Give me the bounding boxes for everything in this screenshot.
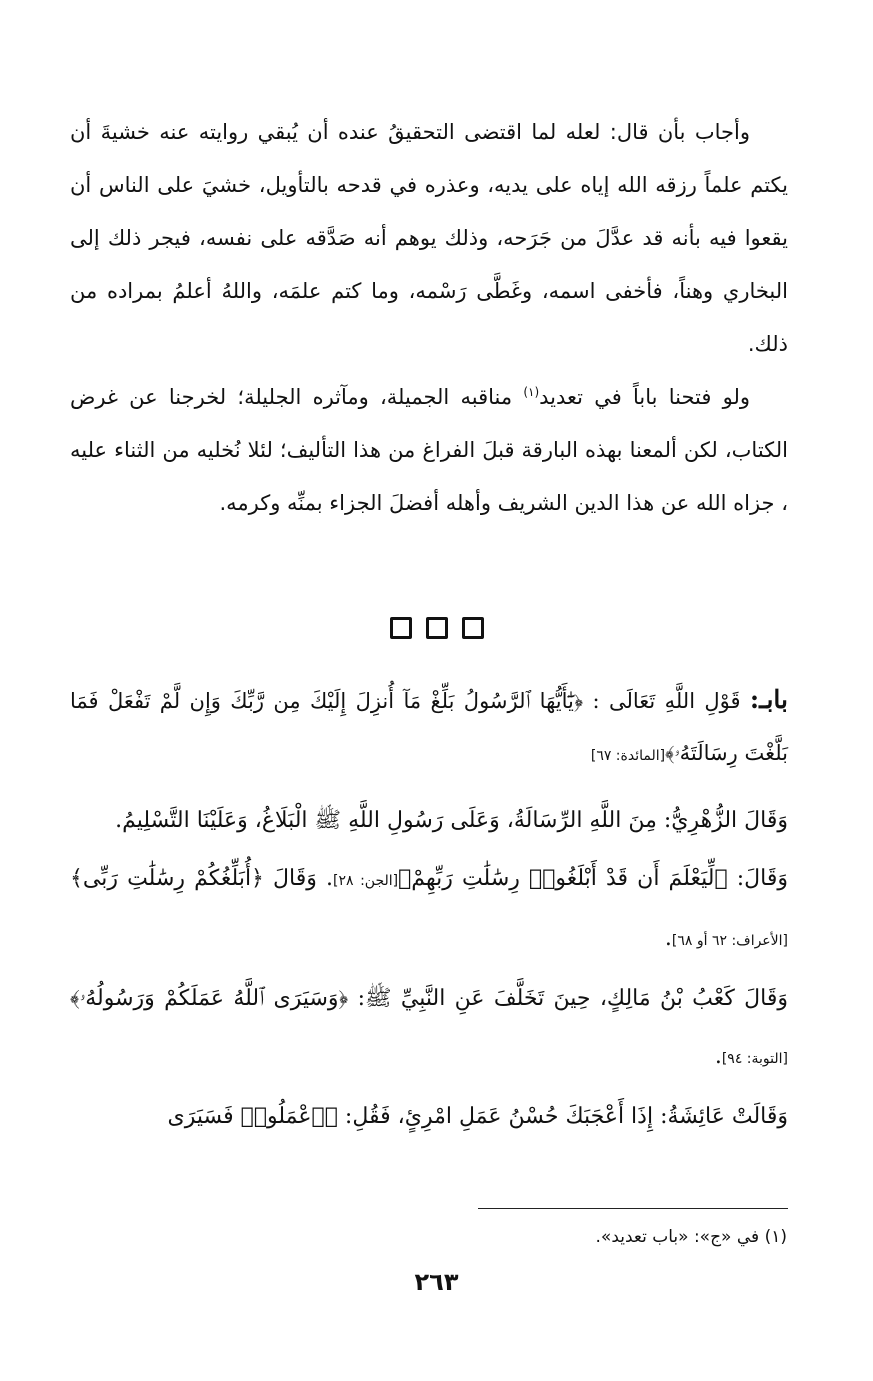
paragraph-virtues	[70, 371, 788, 530]
paragraph-virtues-rest: مناقبه الجميلة، ومآثره الجليلة؛ لخرجنا عن غرض الكتاب، لكن ألمعنا بهذه البارقة قبلَ الفراغ من هذا التأليف؛ لئلا نُخليه من الثناء عليه ، جزاه الله عن هذا الدين الشريف وأهله أفضلَ الجزاء بمنِّه وكرمه.	[70, 385, 788, 515]
saying-connector: . وَقَالَ	[263, 866, 333, 891]
section-separator	[0, 617, 873, 643]
footnote-divider	[478, 1208, 788, 1209]
separator-square-icon	[462, 617, 484, 639]
verse-reference: [الأعراف: ٦٢ أو ٦٨]	[671, 933, 788, 949]
page-number: ٢٦٣	[414, 1268, 459, 1296]
quran-verse: ﴿ٱعْمَلُوا۟ فَسَيَرَى	[167, 1104, 338, 1129]
footnote	[596, 1224, 787, 1250]
footnote-marker: (١)	[523, 385, 540, 399]
separator-square-icon	[390, 617, 412, 639]
saying-kaab	[70, 970, 788, 1088]
quran-verse: ﴿وَسَيَرَى ٱللَّهُ عَمَلَكُمْ وَرَسُولُهُۥ﴾	[70, 986, 349, 1011]
chapter-block	[70, 674, 788, 782]
body-text	[70, 106, 788, 530]
quran-verse: ﴿أُبَلِّغُكُمْ رِسَٰلَٰتِ رَبِّى﴾	[70, 866, 264, 891]
paragraph-virtues-start: ولو فتحنا باباً في تعديد	[539, 385, 750, 409]
separator-square-icon	[426, 617, 448, 639]
saying-verses	[70, 850, 788, 970]
verse-reference: [المائدة: ٦٧]	[590, 748, 666, 764]
paragraph-answer: وأجاب بأن قال: لعله لما اقتضى التحقيقُ عنده أن يُبقي روايته عنه خشيةَ أن يكتم علماً رزقه الله إياه على يديه، وعذره في قدحه بالتأويل، خشيَ على الناس أن يقعوا فيه بأنه قد عدَّلَ من جَرَحه، وذلك يوهم أنه صَدَّقه على نفسه، فيجر ذلك إلى البخاري وهناً، فأخفى اسمه، وغَطَّى رَسْمه، وما كتم علمَه، واللهُ أعلمُ بمراده من ذلك.	[70, 120, 788, 356]
chapter-heading	[70, 674, 788, 782]
saying-end: .	[664, 926, 672, 951]
verse-reference: [الجن: ٢٨]	[333, 873, 399, 889]
sayings-block	[70, 792, 788, 1146]
saying-aisha	[70, 1088, 788, 1146]
saying-intro: وَقَالَ:	[727, 866, 789, 891]
footnote-text: في «ج»: «باب تعديد».	[595, 1227, 760, 1247]
saying-intro: وَقَالَتْ عَائِشَةُ: إِذَا أَعْجَبَكَ حُسْنُ عَمَلِ امْرِئٍ، فَقُلِ:	[337, 1104, 788, 1129]
quran-verse: ﴿لِّيَعْلَمَ أَن قَدْ أَبْلَغُوا۟ رِسَٰلَٰتِ رَبِّهِمْ﴾	[398, 866, 728, 891]
footnote-number: (١)	[764, 1227, 787, 1247]
verse-reference: [التوبة: ٩٤]	[721, 1051, 788, 1067]
chapter-intro: قَوْلِ اللَّهِ تَعَالَى :	[583, 689, 750, 713]
saying-end: .	[714, 1044, 722, 1069]
quran-verse: ﴿يَٰٓأَيُّهَا ٱلرَّسُولُ بَلِّغْ مَآ أُنزِلَ إِلَيْكَ مِن رَّبِّكَ وَإِن لَّمْ تَفْعَلْ فَمَا بَلَّغْتَ رِسَالَتَهُۥ﴾	[70, 689, 788, 765]
saying-zuhri: وَقَالَ الزُّهْرِيُّ: مِنَ اللَّهِ الرِّسَالَةُ، وَعَلَى رَسُولِ اللَّهِ ﷺ الْبَلَاغُ، وَعَلَيْنَا التَّسْلِيمُ.	[115, 808, 788, 833]
saying-intro: وَقَالَ كَعْبُ بْنُ مَالِكٍ، حِينَ تَخَلَّفَ عَنِ النَّبِيِّ ﷺ:	[348, 986, 788, 1011]
chapter-label: بابـ:	[749, 685, 788, 714]
